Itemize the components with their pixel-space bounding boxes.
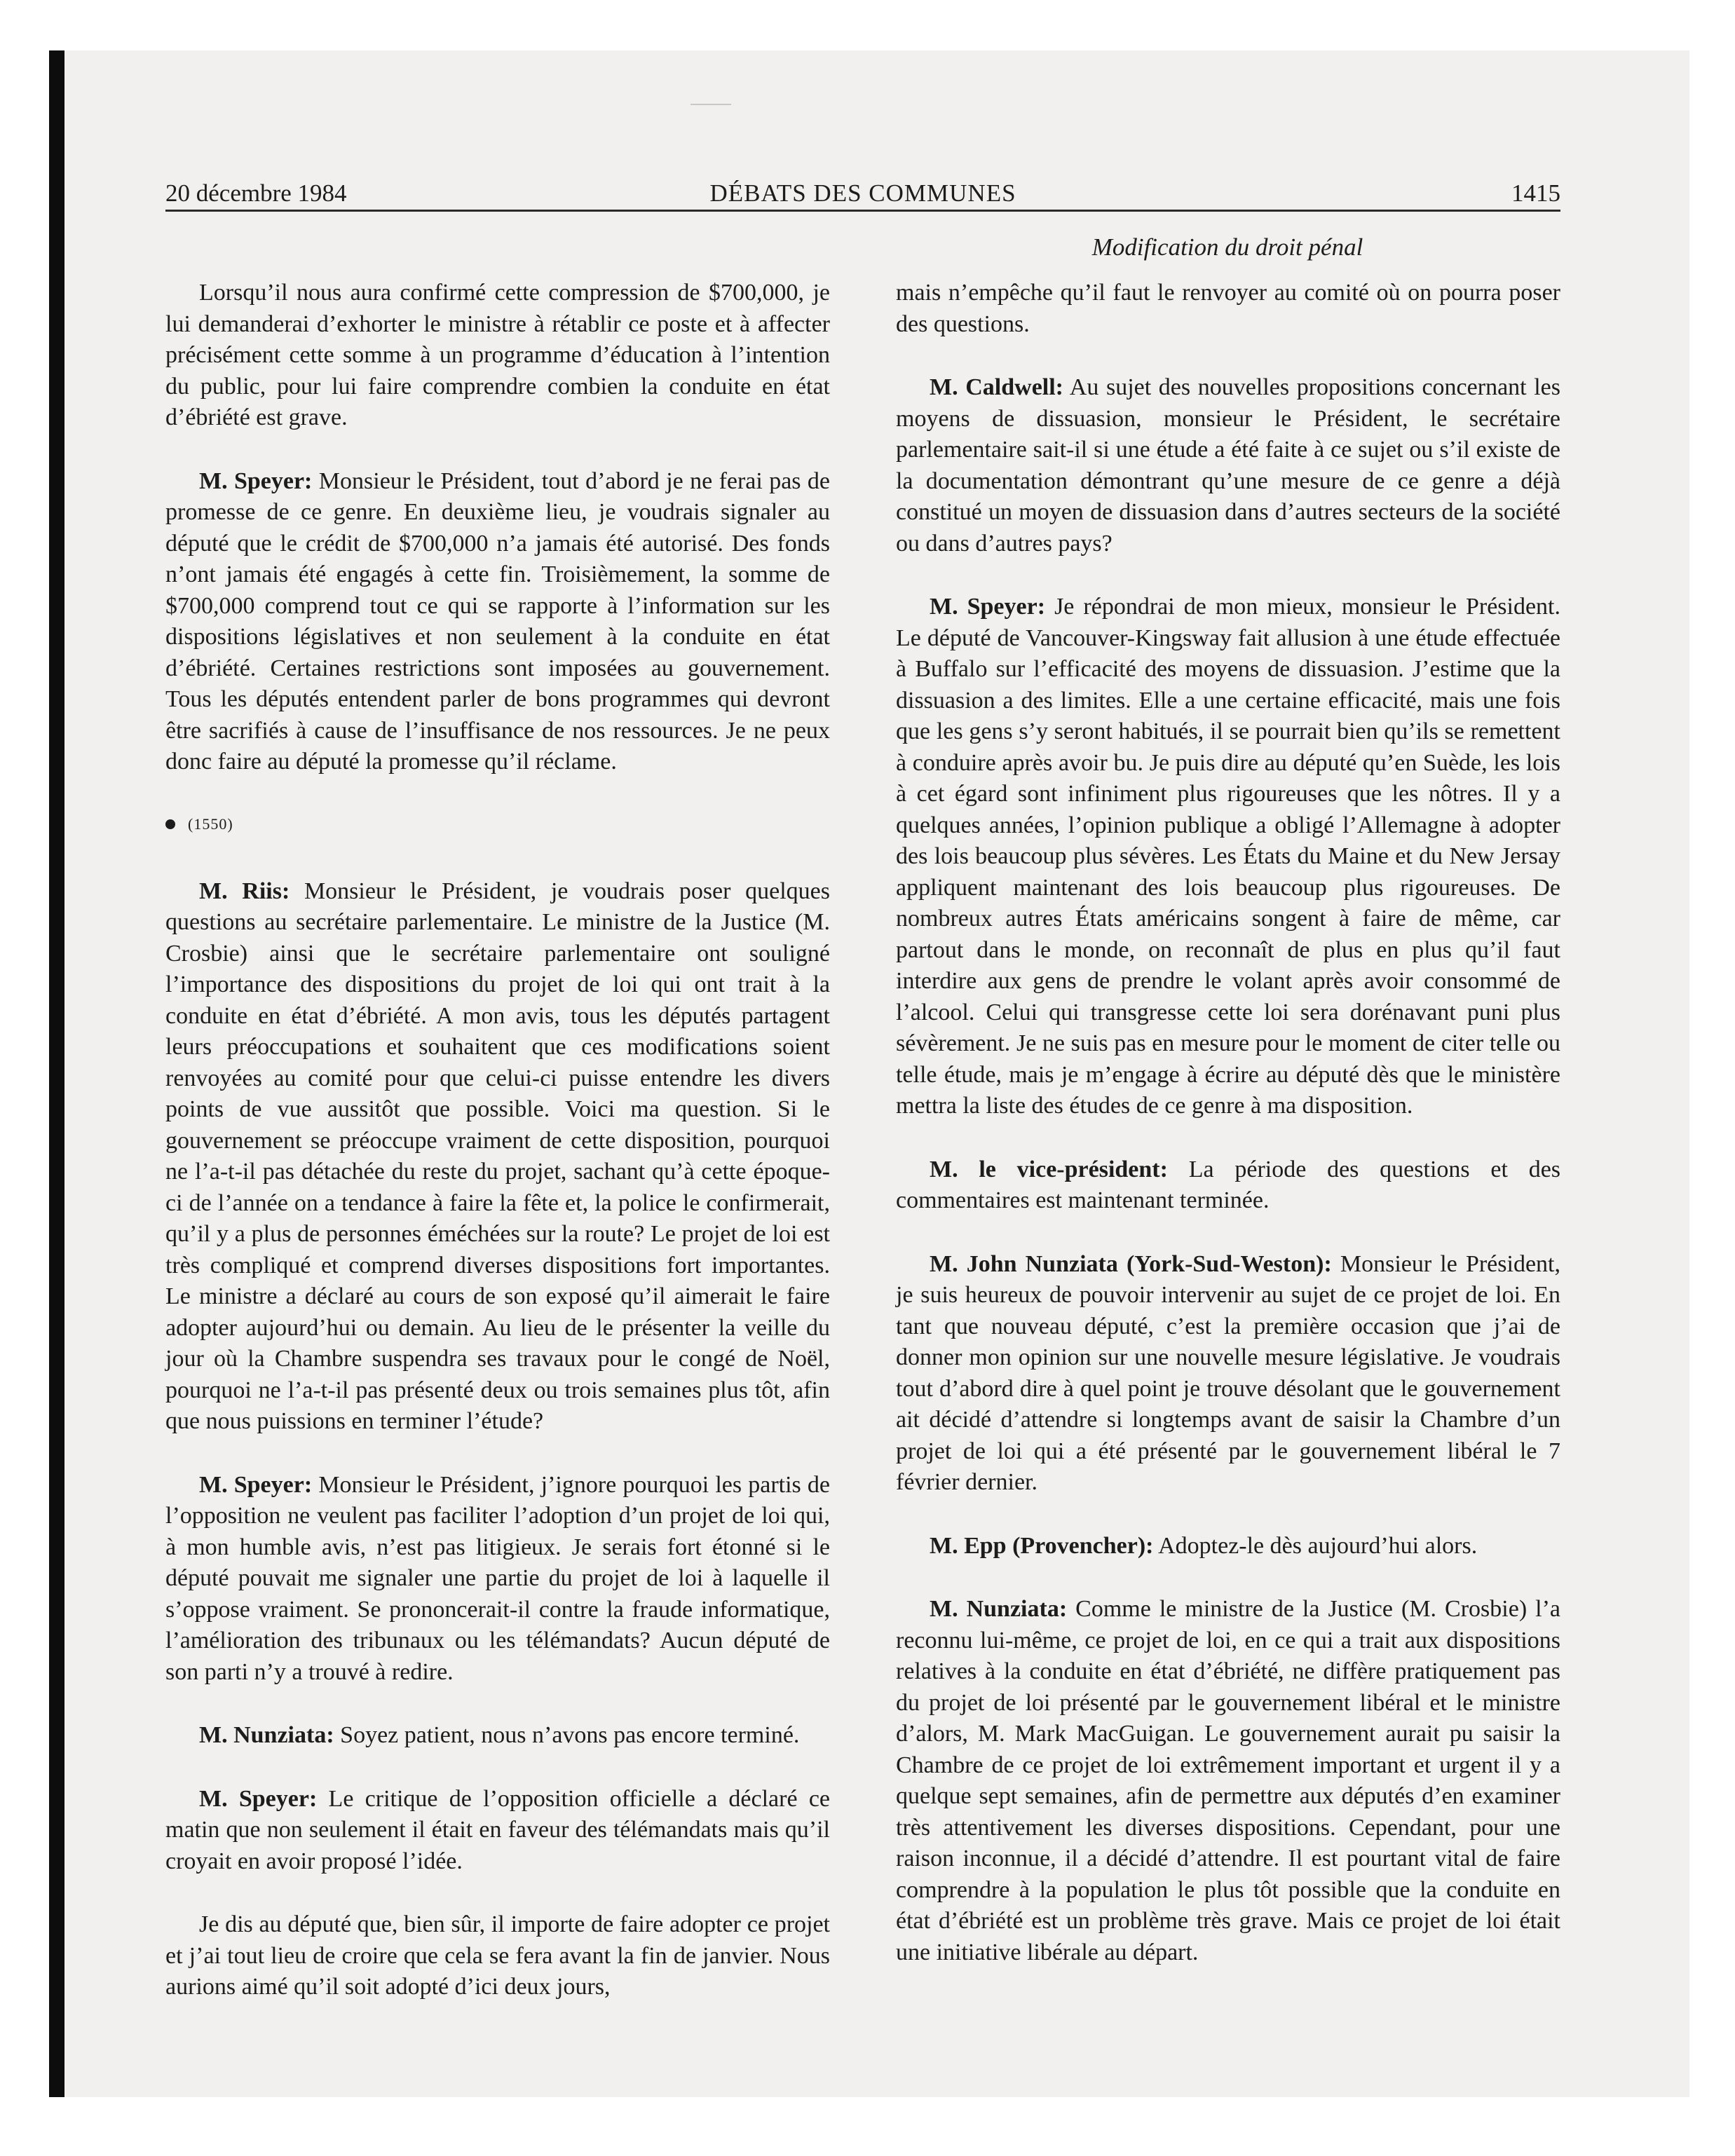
- time-marker: [165, 810, 830, 838]
- paragraph: [896, 1249, 1560, 1499]
- speaker-name: M. John Nunziata (York-Sud-Weston):: [930, 1250, 1332, 1277]
- speaker-name: M. Speyer:: [930, 594, 1046, 620]
- speaker-name: M. Nunziata:: [199, 1722, 334, 1748]
- speaker-name: M. Caldwell:: [930, 374, 1063, 400]
- paragraph-text: Je répondrai de mon mieux, monsieur le Président. Le député de Vancouver-Kingsway fait allusion à une étude effectuée à Buffalo sur l’efficacité des moyens de dissuasion. J’estime que la dissuasion a des limites. Elle a une certaine efficacité, mais une fois que les gens s’y seront habitués, il se pourrait bien qu’ils se remettent à conduire après avoir bu. Je puis dire au député qu’en Suède, les lois à cet égard sont infiniment plus rigoureuses que les nôtres. Il y a quelques années, l’opinion publique a obligé l’Allemagne à adopter des lois beaucoup plus sévères. Les États du Maine et du New Jersay appliquent maintenant des lois beaucoup plus rigoureuses. De nombreux autres États américains songent à faire de même, car partout dans le monde, on reconnaît de plus en plus qu’il faut interdire aux gens de prendre le volant après avoir consommé de l’alcool. Celui qui transgresse cette loi sera dorénavant puni plus sévèrement. Je ne suis pas en mesure pour le moment de citer telle ou telle étude, mais je m’engage à écrire au député dès que le ministère mettra la liste des études de ce genre à ma disposition.: [896, 594, 1560, 1119]
- speaker-name: M. Speyer:: [199, 468, 313, 494]
- header-page-number: 1415: [1511, 179, 1560, 207]
- paragraph-text: Monsieur le Président, je voudrais poser quelques questions au secrétaire parlementaire. Le ministre de la Justice (M. Crosbie) ainsi que le secrétaire parlementaire ont souligné l’importance des dispositions du projet de loi qui ont trait à la conduite en état d’ébriété. A mon avis, tous les députés partagent leurs préoccupations et souhaitent que ces modifications soient renvoyées au comité pour que celui-ci puisse entendre les divers points de vue aussitôt que possible. Voici ma question. Si le gouvernement se préoccupe vraiment de cette disposition, pourquoi ne l’a-t-il pas détachée du reste du projet, sachant qu’à cette époque-ci de l’année on a tendance à faire la fête et, la police le confirmerait, qu’il y a plus de personnes éméchées sur la route? Le projet de loi est très compliqué et comprend diverses dispositions fort importantes. Le ministre a déclaré au cours de son exposé qu’il aimerait le faire adopter aujourd’hui ou demain. Au lieu de le présenter la veille du jour où la Chambre suspendra ses travaux pour le congé de Noël, pourquoi ne l’a-t-il pas présenté deux ou trois semaines plus tôt, afin que nous puissions en terminer l’étude?: [165, 878, 830, 1434]
- paragraph-text: Le critique de l’opposition officielle a déclaré ce matin que non seulement il était en faveur des télémandats mais qu’il croyait en avoir proposé l’idée.: [165, 1785, 831, 1874]
- left-column: [165, 278, 830, 2035]
- paragraph: [896, 1594, 1560, 1968]
- paragraph: [896, 592, 1560, 1122]
- paragraph: [896, 1154, 1560, 1217]
- paragraph-text: Je dis au député que, bien sûr, il importe de faire adopter ce projet et j’ai tout lieu de croire que cela se fera avant la fin de janvier. Nous aurions aimé qu’il soit adopté d’ici deux jours,: [165, 1911, 830, 2000]
- scan-edge-shadow: [49, 50, 64, 2097]
- paragraph: [165, 1720, 830, 1752]
- paragraph-text: Soyez patient, nous n’avons pas encore terminé.: [340, 1722, 800, 1748]
- scan-speck: [690, 104, 731, 105]
- paragraph-text: La période des questions et des commentaires est maintenant terminée.: [896, 1156, 1561, 1213]
- speaker-name: M. le vice-président:: [930, 1156, 1168, 1182]
- speaker-name: M. Riis:: [199, 878, 290, 904]
- header-rule: [165, 210, 1560, 212]
- header-title: DÉBATS DES COMMUNES: [709, 179, 1016, 207]
- right-column: [896, 278, 1560, 2000]
- paragraph: [165, 278, 830, 434]
- paragraph-text: Comme le ministre de la Justice (M. Crosbie) l’a reconnu lui-même, ce projet de loi, en ce qui a trait aux dispositions relatives à la conduite en état d’ébriété, ne diffère pratiquement pas du projet de loi présenté par le gouvernement libéral et le ministre d’alors, M. Mark MacGuigan. Le gouvernement aurait pu saisir la Chambre de ce projet de loi extrêmement important et urgent il y a quelque sept semaines, afin de permettre aux députés d’en examiner très attentivement les diverses dispositions. Cependant, pour une raison inconnue, il a décidé d’attendre. Il est pourtant vital de faire comprendre à la population le plus tôt possible que la conduite en état d’ébriété est un problème très grave. Mais ce projet de loi était une initiative libérale au départ.: [896, 1596, 1561, 1965]
- paragraph: [165, 1909, 830, 2003]
- paragraph-text: Au sujet des nouvelles propositions concernant les moyens de dissuasion, monsieur le Président, le secrétaire parlementaire sait-il si une étude a été faite à ce sujet ou s’il existe de la documentation démontrant qu’une mesure de ce genre a déjà constitué un moyen de dissuasion dans d’autres secteurs de la société ou dans d’autres pays?: [896, 374, 1561, 557]
- time-marker-text: (1550): [188, 814, 233, 833]
- paragraph-text: Lorsqu’il nous aura confirmé cette compression de $700,000, je lui demanderai d’exhorter le ministre à rétablir ce poste et à affecter précisément cette somme à un programme d’éducation à l’intention du public, pour lui faire comprendre combien la conduite en état d’ébriété est grave.: [165, 280, 830, 430]
- paragraph-text: Monsieur le Président, je suis heureux de pouvoir intervenir au sujet de ce projet de loi. En tant que nouveau député, c’est la première occasion que j’ai de donner mon opinion sur une nouvelle mesure législative. Je voudrais tout d’abord dire à quel point je trouve désolant que le gouvernement ait décidé d’attendre si longtemps avant de saisir la Chambre d’un projet de loi qui a été présenté par le gouvernement libéral le 7 février dernier.: [896, 1250, 1560, 1495]
- speaker-name: M. Speyer:: [199, 1785, 318, 1812]
- speaker-name: M. Nunziata:: [930, 1596, 1068, 1622]
- paragraph-text: mais n’empêche qu’il faut le renvoyer au comité où on pourra poser des questions.: [896, 280, 1560, 337]
- paragraph: [896, 1531, 1560, 1562]
- paragraph-text: Monsieur le Président, j’ignore pourquoi les partis de l’opposition ne veulent pas faciliter l’adoption d’un projet de loi qui, à mon humble avis, n’est pas litigieux. Je serais fort étonné si le député pouvait me signaler une partie du projet de loi à laquelle il s’oppose vraiment. Se prononcerait-il contre la fraude informatique, l’amélioration des tribunaux ou les télémandats? Aucun député de son parti n’y a trouvé à redire.: [165, 1471, 830, 1685]
- speaker-name: M. Epp (Provencher):: [930, 1532, 1154, 1559]
- speaker-name: M. Speyer:: [199, 1471, 313, 1498]
- paragraph-continued: [896, 278, 1560, 340]
- bullet-icon: [165, 819, 175, 829]
- paragraph-text: Adoptez-le dès aujourd’hui alors.: [1158, 1532, 1478, 1559]
- paragraph: [165, 1784, 830, 1878]
- header-date: 20 décembre 1984: [165, 179, 347, 207]
- section-label: Modification du droit pénal: [1091, 233, 1363, 261]
- paragraph: [896, 372, 1560, 559]
- paragraph: [165, 1470, 830, 1688]
- page-header: [165, 175, 1560, 212]
- paragraph: [165, 466, 830, 778]
- paragraph: [165, 876, 830, 1438]
- paragraph-text: Monsieur le Président, tout d’abord je ne ferai pas de promesse de ce genre. En deuxième lieu, je voudrais signaler au député que le crédit de $700,000 n’a jamais été autorisé. Des fonds n’ont jamais été engagés à cette fin. Troisièmement, la somme de $700,000 comprend tout ce qui se rapporte à l’information sur les dispositions législatives et non seulement à la conduite en état d’ébriété. Certaines restrictions sont imposées au gouvernement. Tous les députés entendent parler de bons programmes qui devront être sacrifiés à cause de l’insuffisance de nos ressources. Je ne peux donc faire au député la promesse qu’il réclame.: [165, 468, 831, 775]
